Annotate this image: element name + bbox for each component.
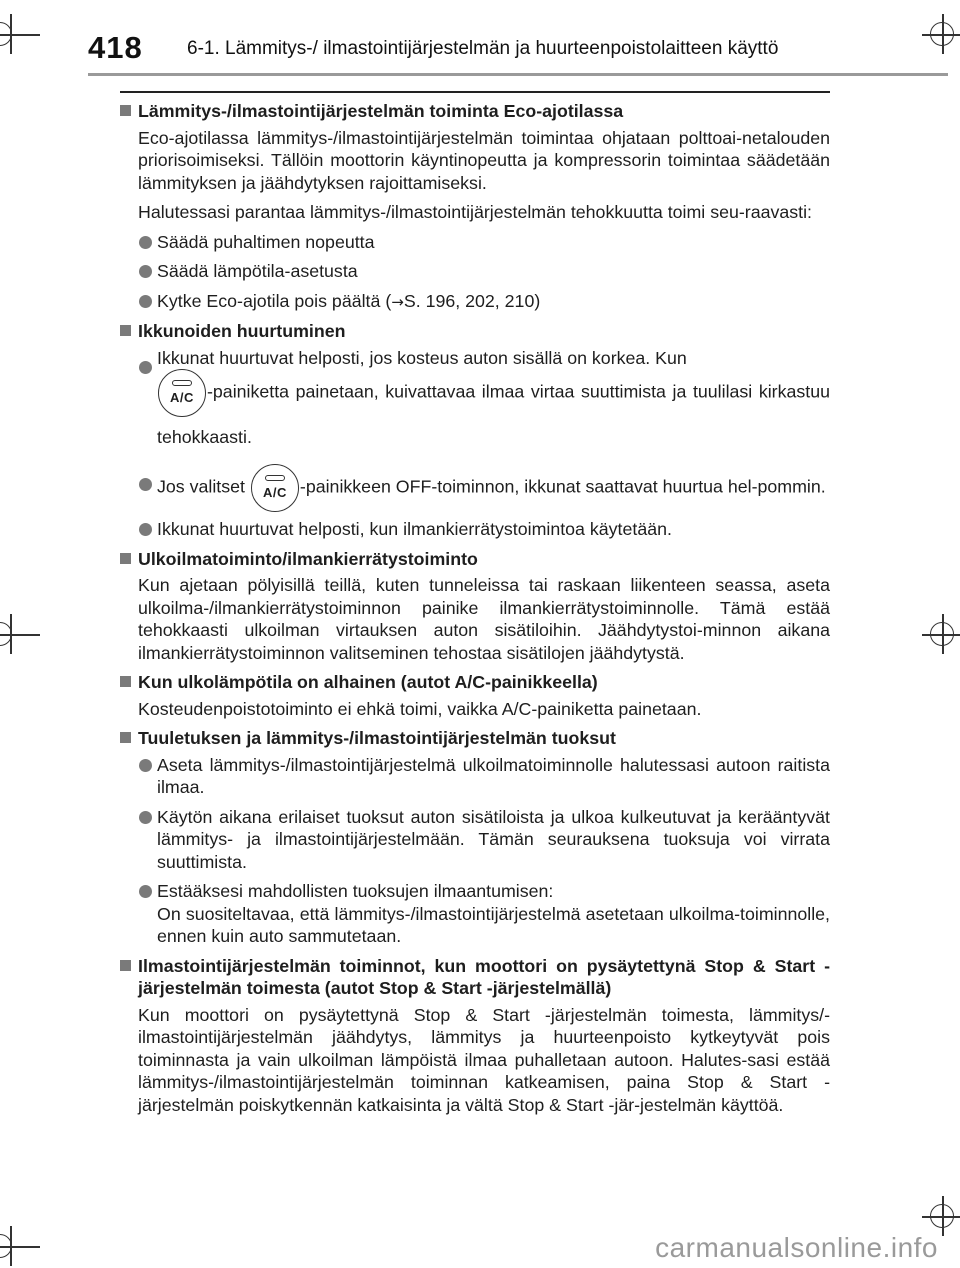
- square-bullet-icon: [120, 732, 131, 743]
- paragraph: Kosteudenpoistotoiminto ei ehkä toimi, vaikka A/C-painiketta painetaan.: [138, 698, 702, 719]
- section-heading: Tuuletuksen ja lämmitys-/ilmastointijärjestelmän tuoksut: [120, 727, 830, 750]
- page-number: 418: [88, 30, 143, 65]
- circle-bullet-icon: [139, 478, 152, 491]
- list-item: Estääksesi mahdollisten tuoksujen ilmaantumisen: On suositeltavaa, että lämmitys-/ilmastointijärjestelmä asetetaan ulkoilma-toiminnolle, ennen kuin auto sammutetaan.: [120, 880, 830, 948]
- watermark: carmanualsonline.info: [655, 1232, 938, 1263]
- list-item: Aseta lämmitys-/ilmastointijärjestelmä ulkoilmatoiminnolle halutessasi autoon raitista ilmaa.: [120, 754, 830, 799]
- paragraph: Kun ajetaan pölyisillä teillä, kuten tunneleissa tai raskaan liikenteen seassa, aseta ulkoilma-/ilmankierrätystoiminnon painike ilmankierrätystoiminnolle. Tämä estää tehokkaasti ulkoilman virtauksen auton sisätiloihin. Jäähdytystoi-minnon aikana ilmankierrätystoiminnon valitseminen tehostaa sisätilojen jäähdytystä.: [138, 575, 830, 663]
- square-bullet-icon: [120, 676, 131, 687]
- crop-mark-icon: [0, 614, 40, 654]
- square-bullet-icon: [120, 325, 131, 336]
- section-window-fogging: [120, 320, 830, 541]
- circle-bullet-icon: [139, 265, 152, 278]
- section-low-outside-temp: [120, 671, 830, 720]
- crop-mark-icon: [922, 1196, 960, 1236]
- arrow-icon: →: [391, 292, 404, 311]
- paragraph: Eco-ajotilassa lämmitys-/ilmastointijärjestelmän toimintaa ohjataan polttoai-netalouden priorisoimiseksi. Tällöin moottorin käyntinopeutta ja kompressorin toimintaa säädetään lämmityksen ja jäähdytyksen rajoittamiseksi.: [138, 127, 830, 193]
- section-heading: Ikkunoiden huurtuminen: [120, 320, 830, 343]
- list-item: Säädä lämpötila-asetusta: [120, 260, 830, 283]
- list-item: Säädä puhaltimen nopeutta: [120, 231, 830, 254]
- page-content: [120, 100, 830, 1123]
- circle-bullet-icon: [139, 236, 152, 249]
- crop-mark-icon: [0, 1226, 40, 1266]
- list-item: Ikkunat huurtuvat helposti, kun ilmankierrätystoimintoa käytetään.: [120, 518, 830, 541]
- circle-bullet-icon: [139, 811, 152, 824]
- section-stop-start: [120, 955, 830, 1117]
- list-item: Jos valitset A/C -painikkeen OFF-toiminnon, ikkunat saattavat huurtua hel-pommin.: [120, 464, 830, 512]
- section-eco-mode: [120, 100, 830, 313]
- section-heading: Ilmastointijärjestelmän toiminnot, kun moottori on pysäytettynä Stop & Start -järjestelmän toimesta (autot Stop & Start -järjestelmällä): [120, 955, 830, 1000]
- content-top-rule: [120, 91, 830, 93]
- crop-mark-icon: [922, 614, 960, 654]
- header-divider: [88, 73, 948, 76]
- chapter-title: 6-1. Lämmitys-/ ilmastointijärjestelmän ja huurteenpoistolaitteen käyttö: [187, 38, 779, 59]
- crop-mark-icon: [0, 14, 40, 54]
- section-recirculation: [120, 548, 830, 665]
- circle-bullet-icon: [139, 295, 152, 308]
- paragraph: Kun moottori on pysäytettynä Stop & Start -järjestelmän toimesta, lämmitys/-ilmastointijärjestelmän jäähdytys, lämmitys ja huurteenpoisto kytkeytyvät pois toiminnasta ja vain ulkoilman lämpöistä ilmaa puhalletaan autoon. Halutes-sasi estää lämmitys-/ilmastointijärjestelmän toiminnan katkeamisen, paina Stop & Start -järjestelmän poiskytkennän katkaisinta ja vältä Stop & Start -jär-jestelmän käyttöä.: [138, 1004, 830, 1115]
- list-item: Kytke Eco-ajotila pois päältä (→S. 196, 202, 210): [120, 290, 830, 314]
- section-heading: Ulkoilmatoiminto/ilmankierrätystoiminto: [120, 548, 830, 571]
- circle-bullet-icon: [139, 523, 152, 536]
- square-bullet-icon: [120, 105, 131, 116]
- square-bullet-icon: [120, 553, 131, 564]
- circle-bullet-icon: [139, 361, 152, 374]
- ac-button-icon: A/C: [251, 464, 299, 512]
- square-bullet-icon: [120, 960, 131, 971]
- section-heading: Lämmitys-/ilmastointijärjestelmän toiminta Eco-ajotilassa: [120, 100, 830, 123]
- circle-bullet-icon: [139, 759, 152, 772]
- paragraph: Halutessasi parantaa lämmitys-/ilmastointijärjestelmän tehokkuutta toimi seu-raavasti:: [138, 202, 812, 222]
- ac-button-icon: A/C: [158, 369, 206, 417]
- circle-bullet-icon: [139, 885, 152, 898]
- list-item: Käytön aikana erilaiset tuoksut auton sisätiloista ja ulkoa kulkeutuvat ja kerääntyvät lämmitys- ja ilmastointijärjestelmään. Tämän seurauksena tuoksuja voi virrata suuttimista.: [120, 806, 830, 874]
- list-item: Ikkunat huurtuvat helposti, jos kosteus auton sisällä on korkea. Kun A/C -painiketta painetaan, kuivattavaa ilmaa virtaa suuttimista ja tuulilasi kirkastuu tehokkaasti.: [120, 347, 830, 459]
- section-heading: Kun ulkolämpötila on alhainen (autot A/C-painikkeella): [120, 671, 830, 694]
- section-odors: [120, 727, 830, 948]
